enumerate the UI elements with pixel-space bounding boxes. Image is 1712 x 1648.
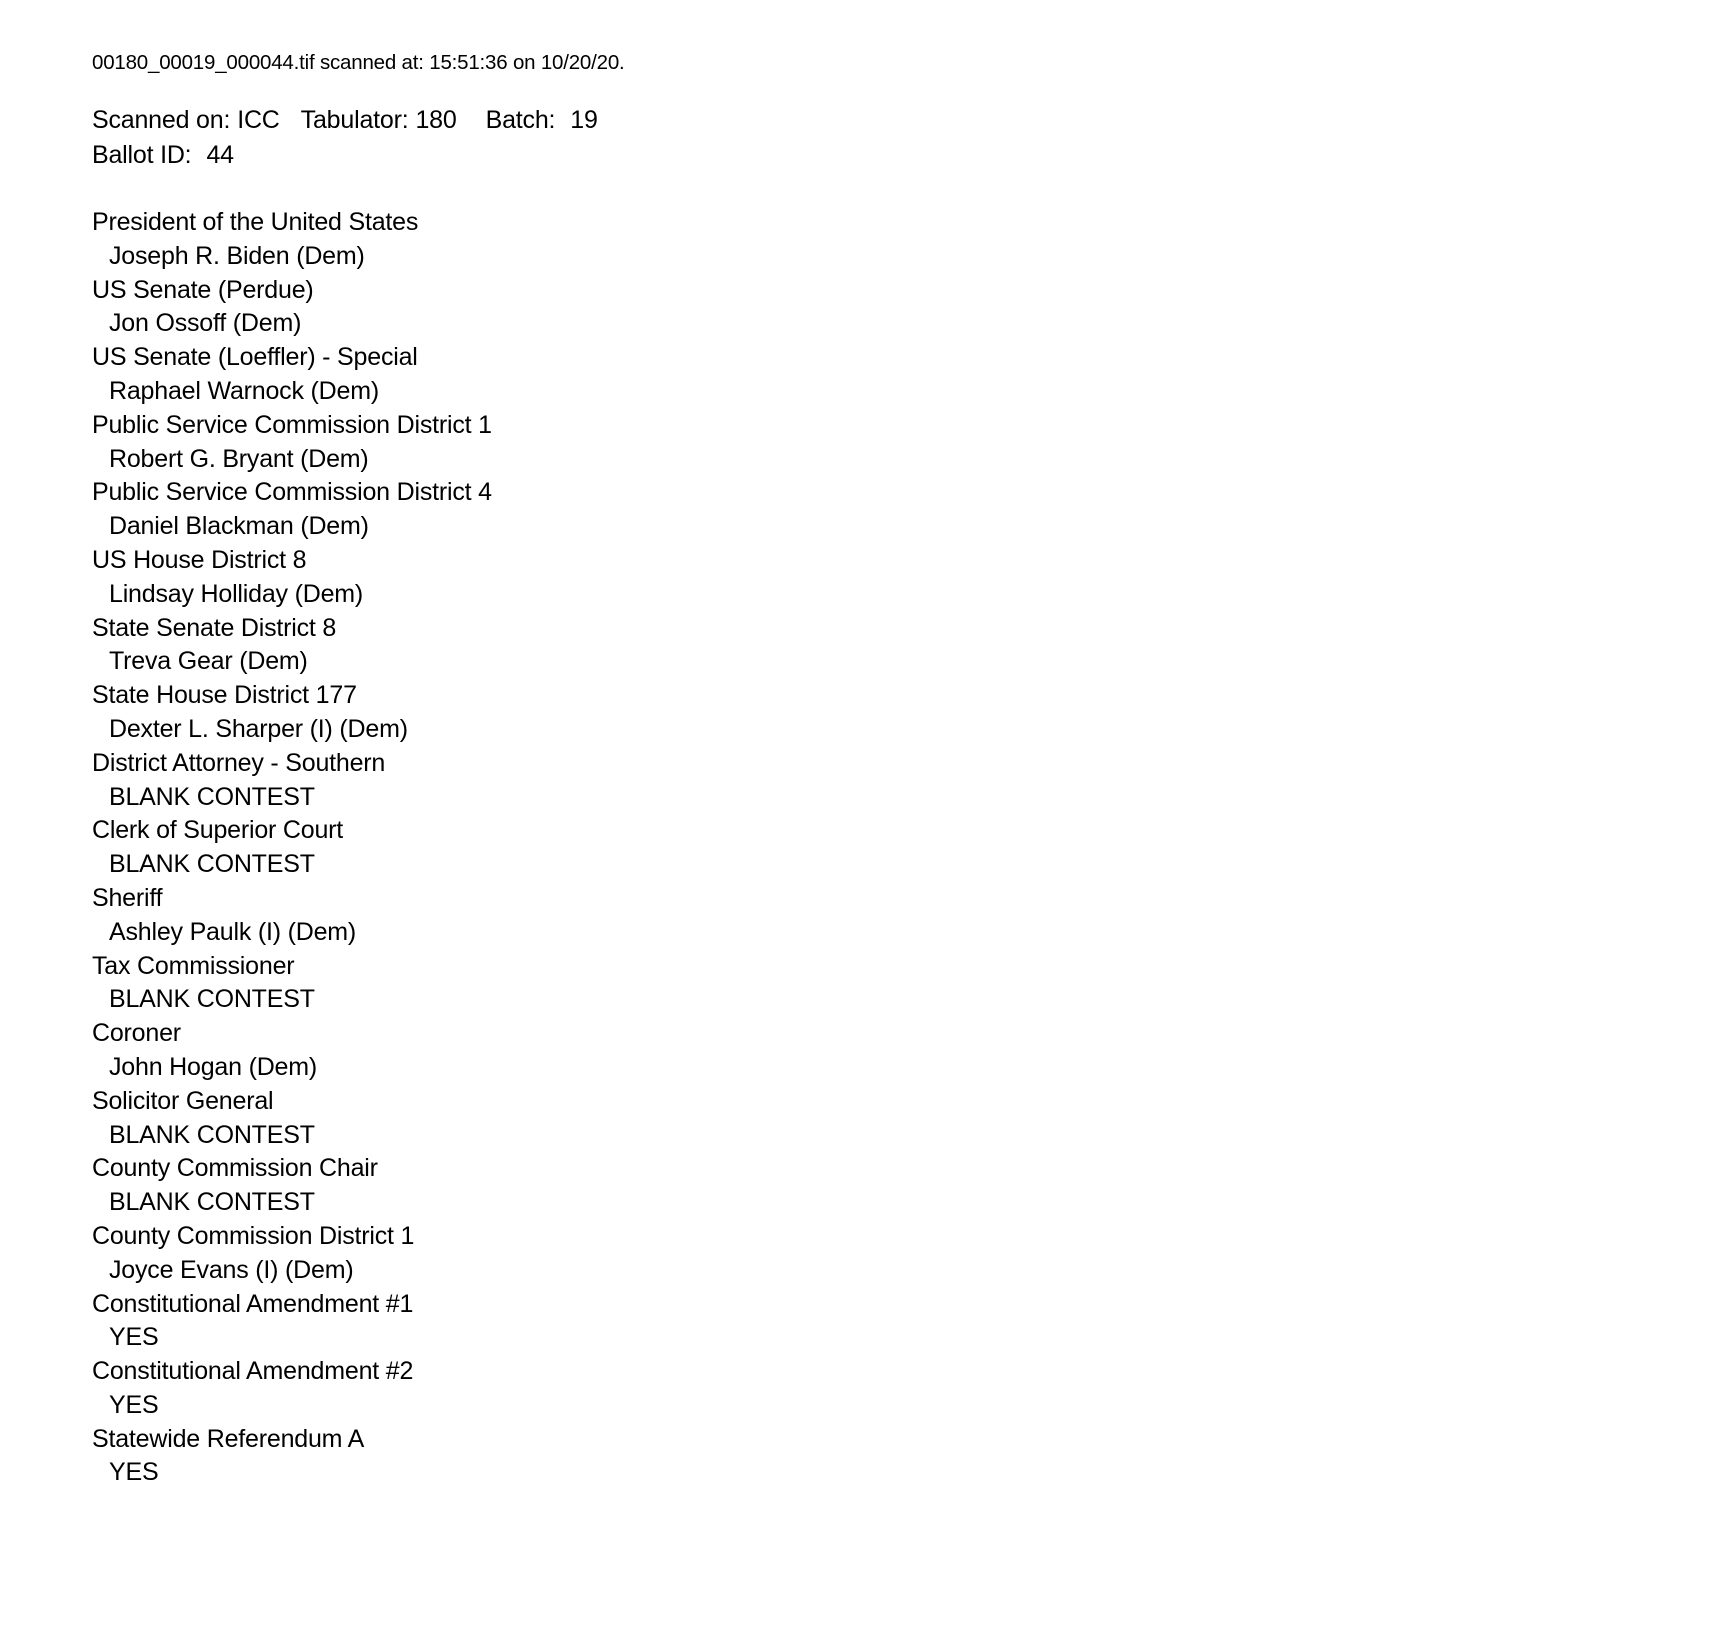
contest-selection: BLANK CONTEST (109, 985, 315, 1014)
contest-block (92, 950, 492, 1018)
contest-block (92, 747, 492, 815)
ballot-id-label: Ballot ID: (92, 141, 192, 169)
contest-selection: Raphael Warnock (Dem) (109, 376, 379, 405)
contest-selection: Joseph R. Biden (Dem) (109, 241, 365, 270)
contest-selection: Treva Gear (Dem) (109, 647, 308, 676)
contest-selection: Daniel Blackman (Dem) (109, 512, 369, 541)
contest-selection: YES (109, 1458, 159, 1487)
contest-selection: BLANK CONTEST (109, 850, 315, 879)
contest-name: Solicitor General (92, 1086, 274, 1115)
contest-block (92, 476, 492, 544)
ballot-id-row (92, 138, 598, 173)
tabulator-label: Tabulator: (300, 106, 409, 134)
scan-metadata (92, 103, 598, 173)
contest-selection: Ashley Paulk (I) (Dem) (109, 917, 357, 946)
contest-name: US House District 8 (92, 545, 307, 574)
contest-name: Constitutional Amendment #1 (92, 1289, 414, 1318)
scanner-meta-row (92, 103, 598, 138)
contest-block (92, 1152, 492, 1220)
contest-name: Clerk of Superior Court (92, 816, 344, 845)
batch-value: 19 (570, 106, 598, 134)
contest-block (92, 1288, 492, 1356)
contest-name: District Attorney - Southern (92, 748, 386, 777)
contest-name: US Senate (Perdue) (92, 275, 314, 304)
contest-name: Public Service Commission District 1 (92, 410, 492, 439)
contest-name: State Senate District 8 (92, 613, 337, 642)
batch-label: Batch: (485, 106, 556, 134)
contest-selection: Joyce Evans (I) (Dem) (109, 1255, 354, 1284)
contest-block (92, 679, 492, 747)
contest-selection: Jon Ossoff (Dem) (109, 309, 302, 338)
ballot-id-value: 44 (206, 141, 234, 169)
contest-name: Coroner (92, 1019, 181, 1048)
contest-name: State House District 177 (92, 681, 357, 710)
contest-list (92, 206, 492, 1490)
contest-name: Tax Commissioner (92, 951, 295, 980)
contest-name: Public Service Commission District 4 (92, 478, 492, 507)
contest-name: Statewide Referendum A (92, 1424, 365, 1453)
contest-block (92, 544, 492, 612)
contest-selection: John Hogan (Dem) (109, 1052, 318, 1081)
contest-selection: BLANK CONTEST (109, 1120, 315, 1149)
scan-filename-line: 00180_00019_000044.tif scanned at: 15:51:36 on 10/20/20. (92, 51, 625, 74)
contest-name: US Senate (Loeffler) - Special (92, 343, 418, 372)
contest-block (92, 409, 492, 477)
contest-block (92, 274, 492, 342)
contest-selection: Lindsay Holliday (Dem) (109, 579, 364, 608)
contest-block (92, 814, 492, 882)
tabulator-value: 180 (415, 106, 457, 134)
contest-block (92, 882, 492, 950)
contest-name: Constitutional Amendment #2 (92, 1357, 414, 1386)
contest-name: County Commission Chair (92, 1154, 378, 1183)
contest-selection: YES (109, 1390, 159, 1419)
contest-block (92, 1355, 492, 1423)
contest-selection: Robert G. Bryant (Dem) (109, 444, 369, 473)
contest-name: Sheriff (92, 883, 163, 912)
contest-block (92, 1085, 492, 1153)
contest-block (92, 1017, 492, 1085)
scanned-on-label: Scanned on: (92, 106, 231, 134)
scanned-on-value: ICC (237, 106, 280, 134)
contest-block (92, 1220, 492, 1288)
contest-name: County Commission District 1 (92, 1221, 415, 1250)
contest-block (92, 206, 492, 274)
contest-name: President of the United States (92, 208, 419, 236)
contest-block (92, 341, 492, 409)
contest-selection: YES (109, 1323, 159, 1352)
contest-selection: Dexter L. Sharper (I) (Dem) (109, 714, 408, 743)
contest-selection: BLANK CONTEST (109, 1188, 315, 1217)
contest-block (92, 612, 492, 680)
contest-block (92, 1423, 492, 1491)
contest-selection: BLANK CONTEST (109, 782, 315, 811)
